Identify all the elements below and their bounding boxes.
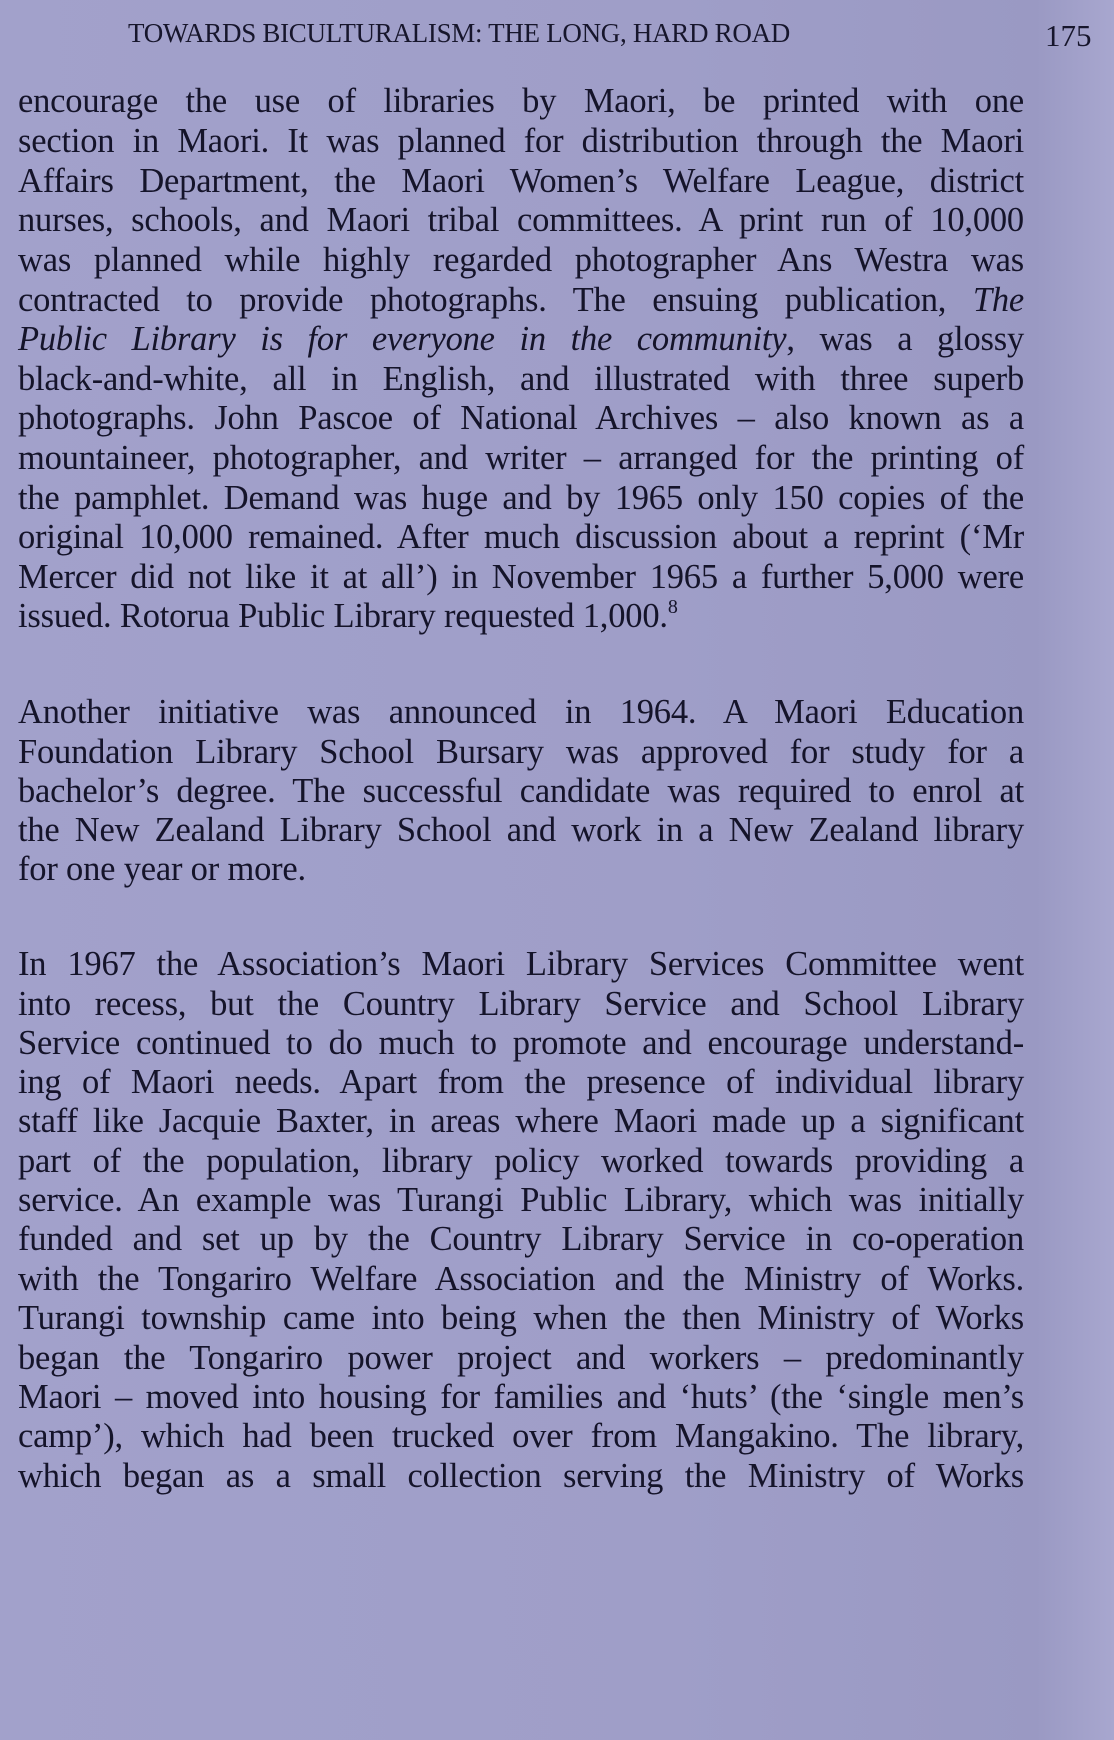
paragraph-3-line-7: service. An example was Turangi Public Library, which was initially (18, 1181, 1024, 1219)
paragraph-1-line-7 (18, 319, 1024, 359)
paragraph-1-line-6 (18, 280, 1024, 320)
paragraph-3-line-8: funded and set up by the Country Library Service in co-operation (18, 1220, 1024, 1258)
paragraph-1-line-8: black-and-white, all in English, and illustrated with three superb (18, 360, 1024, 398)
paragraph-3-line-11: began the Tongariro power project and workers – predominantly (18, 1339, 1024, 1377)
paragraph-3-line-14: which began as a small collection serving the Ministry of Works (18, 1457, 1024, 1495)
paragraph-1-line-13: Mercer did not like it at all’) in November 1965 a further 5,000 were (18, 558, 1024, 596)
line-7-tail: , was a glossy (786, 320, 1024, 358)
paragraph-3-line-13: camp’), which had been trucked over from Mangakino. The library, (18, 1417, 1024, 1455)
paragraph-1-line-10: mountaineer, photographer, and writer – arranged for the printing of (18, 439, 1024, 477)
paragraph-2-line-2: Foundation Library School Bursary was approved for study for a (18, 733, 1024, 771)
paragraph-3-line-10: Turangi township came into being when the then Ministry of Works (18, 1299, 1024, 1337)
paragraph-1-line-14 (18, 596, 1024, 636)
paragraph-2-line-1: Another initiative was announced in 1964. A Maori Education (18, 693, 1024, 731)
paragraph-3-line-3: Service continued to do much to promote and encourage understand- (18, 1024, 1024, 1062)
publication-title-part-1: The (972, 281, 1024, 319)
paragraph-1-line-4: nurses, schools, and Maori tribal committees. A print run of 10,000 (18, 201, 1024, 239)
page-number: 175 (1045, 18, 1092, 53)
paragraph-3-line-9: with the Tongariro Welfare Association and the Ministry of Works. (18, 1260, 1024, 1298)
paragraph-1-line-9: photographs. John Pascoe of National Archives – also known as a (18, 399, 1024, 437)
paragraph-3-line-4: ing of Maori needs. Apart from the presence of individual library (18, 1063, 1024, 1101)
line-6-text: contracted to provide photographs. The ensuing publication, (18, 281, 947, 319)
footnote-marker: 8 (667, 596, 678, 618)
line-14-text: issued. Rotorua Public Library requested 1,000. (18, 597, 668, 635)
paragraph-1-line-2: section in Maori. It was planned for distribution through the Maori (18, 122, 1024, 160)
paragraph-3-line-6: part of the population, library policy worked towards providing a (18, 1142, 1024, 1180)
paragraph-1-line-1: encourage the use of libraries by Maori, be printed with one (18, 82, 1024, 120)
paragraph-2-line-4: the New Zealand Library School and work in a New Zealand library (18, 811, 1024, 849)
paragraph-3-line-5: staff like Jacquie Baxter, in areas where Maori made up a significant (18, 1102, 1024, 1140)
paragraph-3-line-1: In 1967 the Association’s Maori Library Services Committee went (18, 945, 1024, 983)
paragraph-1-line-12: original 10,000 remained. After much discussion about a reprint (‘Mr (18, 518, 1024, 556)
publication-title-part-2: Public Library is for everyone in the community (18, 320, 787, 358)
paragraph-3-line-12: Maori – moved into housing for families and ‘huts’ (the ‘single men’s (18, 1378, 1024, 1416)
paragraph-3-line-2: into recess, but the Country Library Service and School Library (18, 985, 1024, 1023)
paragraph-1-line-5: was planned while highly regarded photographer Ans Westra was (18, 241, 1024, 279)
paragraph-1-line-3: Affairs Department, the Maori Women’s Welfare League, district (18, 162, 1024, 200)
running-head: TOWARDS BICULTURALISM: THE LONG, HARD ROAD (128, 18, 790, 48)
paragraph-2-line-3: bachelor’s degree. The successful candidate was required to enrol at (18, 772, 1024, 810)
paragraph-1-line-11: the pamphlet. Demand was huge and by 1965 only 150 copies of the (18, 479, 1024, 517)
paragraph-2-line-5: for one year or more. (18, 850, 306, 888)
